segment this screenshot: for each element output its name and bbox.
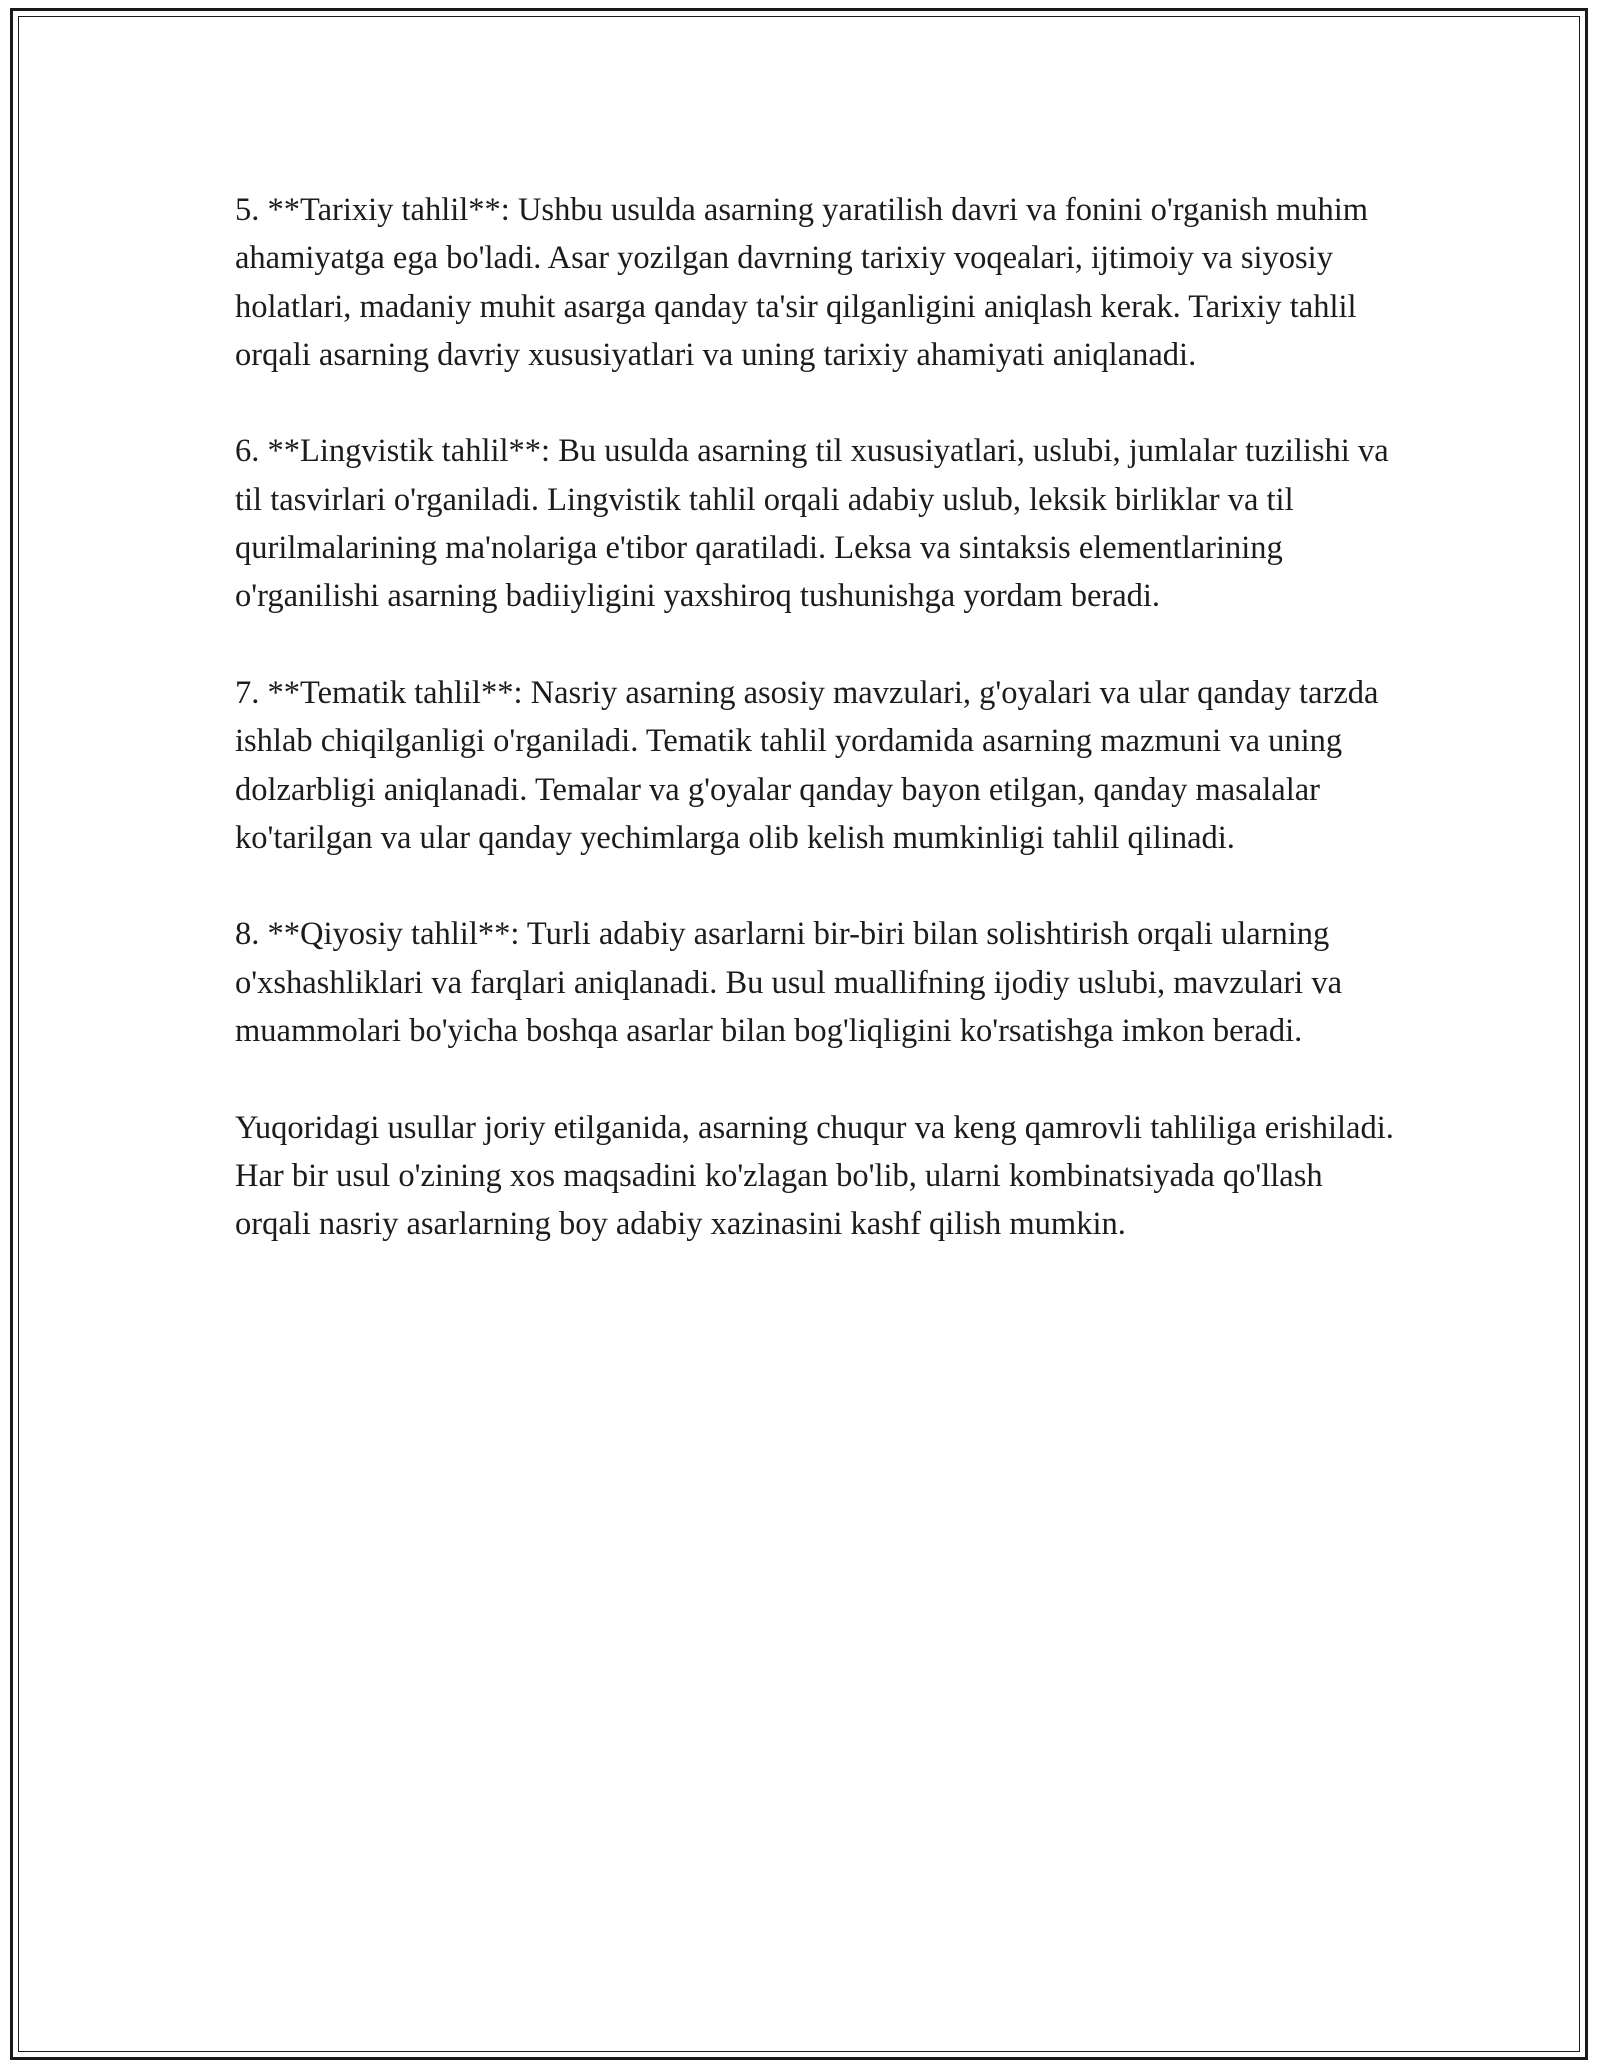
paragraph-conclusion: Yuqoridagi usullar joriy etilganida, asarning chuqur va keng qamrovli tahliliga erishiladi. Har bir usul o'zining xos maqsadini ko'zlagan bo'lib, ularni kombinatsiyada qo'llash orqali nasriy asarlarning boy adabiy xazinasini kashf qilish mumkin. bbox=[235, 1109, 1394, 1243]
paragraph-historical-analysis: 5. **Tarixiy tahlil**: Ushbu usulda asarning yaratilish davri va fonini o'rganish muhim ahamiyatga ega bo'ladi. Asar yozilgan davrning tarixiy voqealari, ijtimoiy va siyosiy holatlari, madaniy muhit asarga qanday ta'sir qilganligini aniqlash kerak. Tarixiy tahlil orqali asarning davriy xususiyatlari va uning tarixiy ahamiyati aniqlanadi. bbox=[235, 192, 1369, 373]
paragraph-thematic-analysis: 7. **Tematik tahlil**: Nasriy asarning asosiy mavzulari, g'oyalari va ular qanday tarzda ishlab chiqilganligi o'rganiladi. Tematik tahlil yordamida asarning mazmuni va uning dolzarbligi aniqlanadi. Temalar va g'oyalar qanday bayon etilgan, qanday masalalar ko'tarilgan va ular qanday yechimlarga olib kelish mumkinligi tahlil qilinadi. bbox=[235, 674, 1379, 856]
document-body bbox=[235, 186, 1395, 1249]
paragraph-comparative-analysis: 8. **Qiyosiy tahlil**: Turli adabiy asarlarni bir-biri bilan solishtirish orqali ularning o'xshashliklari va farqlari aniqlanadi. Bu usul muallifning ijodiy uslubi, mavzulari va muammolari bo'yicha boshqa asarlar bilan bog'liqligini ko'rsatishga imkon beradi. bbox=[235, 916, 1343, 1050]
paragraph-linguistic-analysis: 6. **Lingvistik tahlil**: Bu usulda asarning til xususiyatlari, uslubi, jumlalar tuzilishi va til tasvirlari o'rganiladi. Lingvistik tahlil orqali adabiy uslub, leksik birliklar va til qurilmalarining ma'nolariga e'tibor qaratiladi. Leksa va sintaksis elementlarining o'rganilishi asarning badiiyligini yaxshiroq tushunishga yordam beradi. bbox=[235, 433, 1389, 615]
